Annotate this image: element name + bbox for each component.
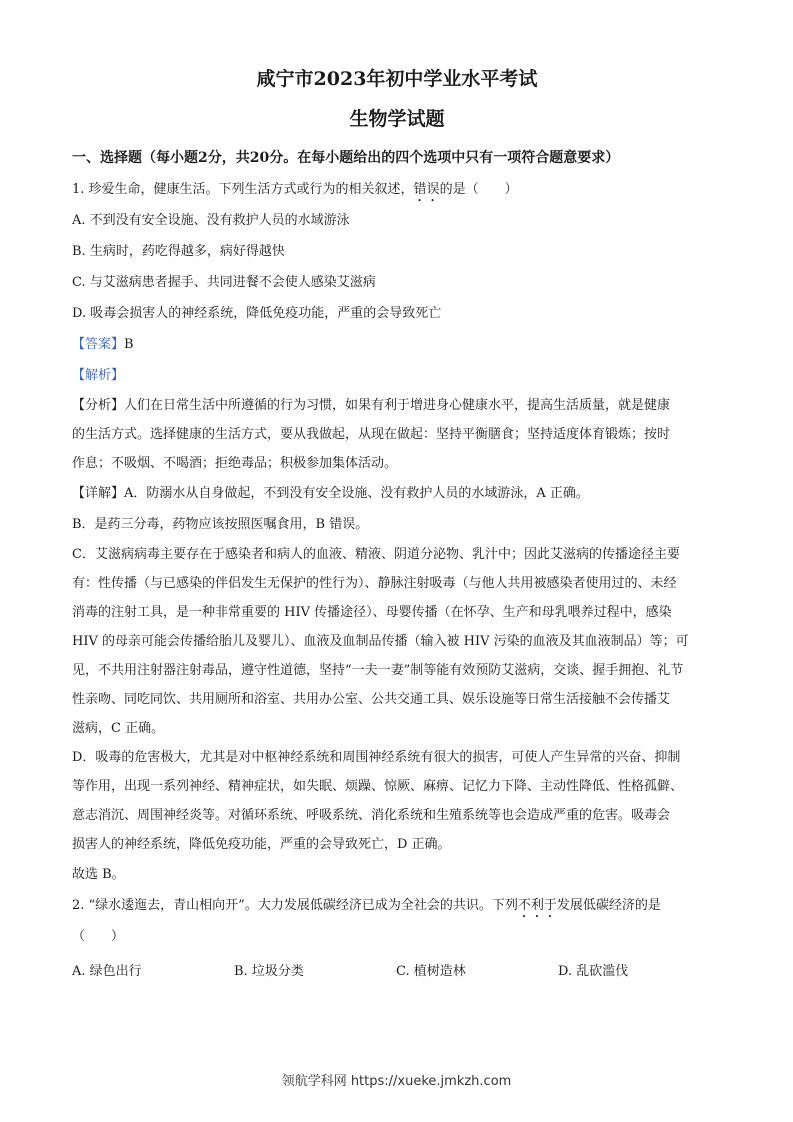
detail-d <box>72 743 722 859</box>
analysis-line: 的生活方式。选择健康的生活方式，要从我做起，从现在做起：坚持平衡膳食；坚持适度体育锻炼；按时 <box>72 427 671 442</box>
question-1-option-d: D. 吸毒会损害人的神经系统，降低免疫功能，严重的会导致死亡 <box>72 306 442 321</box>
question-1-option-a: A. 不到没有安全设施、没有救护人员的水域游泳 <box>72 213 350 228</box>
question-2-option-c: C. 植树造林 <box>396 964 466 979</box>
analysis-line: 【分析】人们在日常生活中所遵循的行为习惯，如果有利于增进身心健康水平，提高生活质量，就是健康 <box>72 398 671 413</box>
section-heading: 一、选择题（每小题2分，共20分。在每小题给出的四个选项中只有一项符合题意要求） <box>72 150 620 166</box>
detail-a: 【详解】A．防溺水从自身做起，不到没有安全设施、没有救护人员的水域游泳，A 正确。 <box>72 486 589 501</box>
detail-line: D．吸毒的危害极大，尤其是对中枢神经系统和周围神经系统有很大的损害，可使人产生异常的兴奋、抑制 <box>72 750 681 765</box>
detail-line: 见，不共用注射器注射毒品，遵守性道德，坚持“一夫一妻”制等能有效预防艾滋病，交谈、握手拥抱、礼节 <box>72 663 684 678</box>
detail-line: 意志消沉、周围神经炎等。对循环系统、呼吸系统、消化系统和生殖系统等也会造成严重的危害。吸毒会 <box>72 808 671 823</box>
answer-label: 【答案】 <box>72 337 125 352</box>
question-2-option-a: A. 绿色出行 <box>72 964 142 979</box>
detail-line: 有：性传播（与已感染的伴侣发生无保护的性行为）、静脉注射吸毒（与他人共用被感染者使用过的、未经 <box>72 576 677 591</box>
analysis-block <box>72 391 722 478</box>
emphasis-text: 不利于 <box>517 898 557 913</box>
exam-title: 咸宁市2023年初中学业水平考试 <box>256 68 538 90</box>
detail-c <box>72 540 722 743</box>
detail-b: B．是药三分毒，药物应该按照医嘱食用，B 错误。 <box>72 517 369 532</box>
question-1-option-b: B. 生病时，药吃得越多，病好得越快 <box>72 244 285 259</box>
question-2-stem-cont: （ ） <box>72 929 125 944</box>
detail-line: 等作用，出现一系列神经、精神症状，如失眠、烦躁、惊厥、麻痹、记忆力下降、主动性降低、性格孤僻、 <box>72 779 684 794</box>
detail-line: 性亲吻、同吃同饮、共用厕所和浴室、共用办公室、公共交通工具、娱乐设施等日常生活接触不会传播艾 <box>72 692 671 707</box>
question-1-option-c: C. 与艾滋病患者握手、共同进餐不会使人感染艾滋病 <box>72 275 376 290</box>
detail-line: C．艾滋病病毒主要存在于感染者和病人的血液、精液、阴道分泌物、乳汁中；因此艾滋病的传播途径主要 <box>72 547 680 562</box>
exam-page <box>72 66 722 987</box>
conclusion: 故选 B。 <box>72 867 125 882</box>
question-2-options <box>72 956 722 987</box>
detail-line: HIV 的母亲可能会传播给胎儿及婴儿）、血液及血制品传播（输入被 HIV 污染的血液及其血液制品）等；可 <box>72 634 689 649</box>
question-2-option-b: B. 垃圾分类 <box>234 964 304 979</box>
detail-line: 损害人的神经系统，降低免疫功能，严重的会导致死亡，D 正确。 <box>72 837 451 852</box>
analysis-line: 作息；不吸烟、不喝酒；拒绝毒品；积极参加集体活动。 <box>72 456 398 471</box>
question-2-stem: 2. “绿水逶迤去，青山相向开”。大力发展低碳经济已成为全社会的共识。下列不利于发展低碳经济的是 <box>72 898 661 913</box>
exam-subtitle: 生物学试题 <box>349 108 445 130</box>
footer-watermark: 领航学科网 https://xueke.jmkzh.com <box>281 1074 512 1089</box>
detail-line: 消毒的注射工具，是一种非常重要的 HIV 传播途径）、母婴传播（在怀孕、生产和母乳喂养过程中，感染 <box>72 605 672 620</box>
question-2-option-d: D. 乱砍滥伐 <box>558 964 629 979</box>
answer-line <box>72 329 722 360</box>
question-1-stem: 1. 珍爱生命，健康生活。下列生活方式或行为的相关叙述，错误的是（ ） <box>72 182 518 197</box>
answer-value: B <box>124 337 134 352</box>
emphasis-text: 错误 <box>413 182 440 197</box>
detail-line: 滋病，C 正确。 <box>72 721 165 736</box>
analysis-label: 【解析】 <box>72 368 125 383</box>
